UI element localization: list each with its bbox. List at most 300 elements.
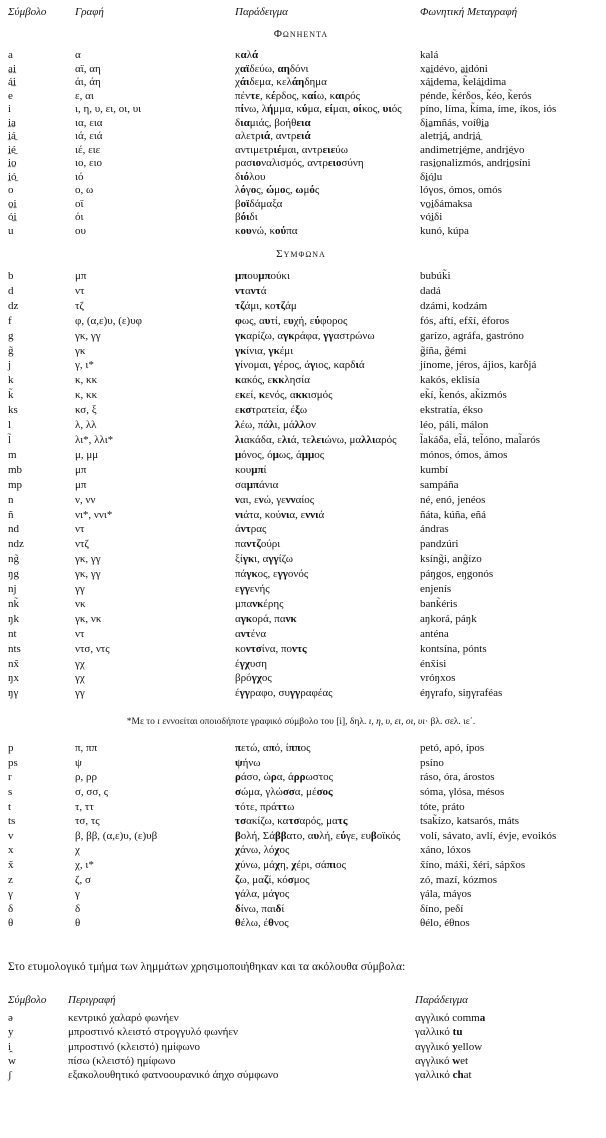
example-cell: γαλλικό tu bbox=[415, 1026, 463, 1039]
phonetic-cell: mónos, ómos, ámos bbox=[420, 448, 508, 461]
spelling-cell: γκ bbox=[75, 344, 86, 357]
symbol-cell: i̱o̱ bbox=[8, 157, 17, 169]
table-row bbox=[0, 130, 602, 144]
symbol-cell: a̱i̱ bbox=[8, 62, 16, 75]
spelling-cell: ν, νν bbox=[75, 493, 96, 506]
phonetic-cell: ñáta, kúña, eñá bbox=[420, 508, 486, 521]
table-row bbox=[0, 567, 602, 582]
spelling-cell: γχ bbox=[75, 657, 85, 670]
spelling-cell: π, ππ bbox=[75, 742, 98, 755]
symbol-cell: ks bbox=[8, 404, 18, 417]
phonetic-cell: θélo, éθnos bbox=[420, 917, 470, 930]
spelling-cell: χ, ι* bbox=[75, 859, 94, 872]
header-spelling: Γραφή bbox=[75, 6, 104, 18]
symbol-cell: i̯ bbox=[8, 1040, 12, 1053]
etymology-note: Στο ετυμολογικό τμήμα των λημμάτων χρησιμοποιήθηκαν και τα ακόλουθα σύμβολα: bbox=[8, 961, 406, 973]
table-row bbox=[0, 508, 602, 523]
example-cell: φως, αυτί, ευχή, εύφορος bbox=[235, 314, 348, 327]
spelling-cell: γ, ι* bbox=[75, 359, 94, 372]
header-example: Παράδειγμα bbox=[415, 994, 468, 1006]
table-row bbox=[0, 627, 602, 642]
table-row bbox=[0, 597, 602, 612]
phonetic-cell: píno, líma, k̃íma, íme, íkos, iós bbox=[420, 103, 557, 115]
phonetic-cell: aletri̱á̱, andri̱á̱ bbox=[420, 130, 481, 142]
table-row bbox=[0, 269, 602, 284]
table-row bbox=[0, 1054, 602, 1068]
table-row bbox=[0, 388, 602, 403]
example-cell: βοϊδάμαξα bbox=[235, 197, 283, 210]
spelling-cell: τζ bbox=[75, 299, 84, 312]
spelling-cell: ντσ, ντς bbox=[75, 642, 110, 655]
table-row bbox=[0, 741, 602, 756]
symbol-cell: z bbox=[8, 873, 13, 886]
symbol-cell: δ bbox=[8, 902, 14, 915]
symbol-cell: x bbox=[8, 844, 14, 857]
header-symbol: Σύμβολο bbox=[8, 994, 47, 1006]
phonetic-cell: kalá bbox=[420, 49, 439, 61]
example-cell: ράσο, ώρα, άρρωστος bbox=[235, 771, 333, 784]
vowels-table bbox=[0, 49, 602, 238]
table-row bbox=[0, 493, 602, 508]
example-cell: πέντε, κέρδος, καίω, καιρός bbox=[235, 89, 361, 102]
phonetic-cell: petó, apó, ípos bbox=[420, 742, 485, 755]
spelling-cell: νι*, ννι* bbox=[75, 508, 113, 521]
spelling-cell: σ, σσ, ς bbox=[75, 786, 109, 799]
phonetic-cell: pandzúri bbox=[420, 538, 459, 551]
spelling-cell: κ, κκ bbox=[75, 389, 98, 402]
phonetic-cell: éŋγrafo, siŋγraféas bbox=[420, 687, 503, 700]
symbol-cell: f bbox=[8, 314, 12, 327]
phonetic-cell: l̃akáδa, el̃á, tel̃óno, mal̃arós bbox=[420, 433, 541, 446]
spelling-cell: μ, μμ bbox=[75, 448, 99, 461]
table-row bbox=[0, 916, 602, 931]
phonetic-cell: γála, máγos bbox=[420, 888, 472, 901]
symbol-cell: m bbox=[8, 448, 17, 461]
symbol-cell: nj bbox=[8, 583, 17, 596]
spelling-cell: ιά, ειά bbox=[75, 130, 103, 142]
table-row bbox=[0, 448, 602, 463]
symbol-cell: á̱i̱ bbox=[8, 76, 16, 88]
symbol-cell: o bbox=[8, 184, 14, 196]
symbol-cell: ŋg bbox=[8, 568, 19, 581]
header-symbol: Σύμβολο bbox=[8, 6, 47, 18]
phonetic-cell: volí, sávato, avlí, évje, evoikós bbox=[420, 829, 557, 842]
table-row bbox=[0, 1068, 602, 1082]
symbol-cell: nt bbox=[8, 627, 17, 640]
symbol-cell: ŋγ bbox=[8, 687, 19, 700]
table-row bbox=[0, 642, 602, 657]
phonetic-cell: ksíng̃i, ang̃ízo bbox=[420, 553, 482, 566]
spelling-cell: τ, ττ bbox=[75, 800, 94, 813]
example-cell: μπανκέρης bbox=[235, 597, 284, 610]
phonetic-cell: ek̃í, k̃enós, ak̃izmós bbox=[420, 389, 507, 402]
example-cell: καλά bbox=[235, 49, 259, 61]
spelling-cell: αϊ, αη bbox=[75, 62, 101, 75]
example-cell: τότε, πράττω bbox=[235, 800, 295, 813]
example-cell: έγχυση bbox=[235, 657, 267, 670]
phonetic-cell: aŋkorá, páŋk bbox=[420, 612, 477, 625]
symbol-cell: i̱é̱ bbox=[8, 143, 16, 156]
example-cell: λόγος, ώμος, ωμός bbox=[235, 184, 320, 196]
table-row bbox=[0, 522, 602, 537]
example-cell: γκίνια, γκέμι bbox=[235, 344, 294, 357]
table-row bbox=[0, 144, 602, 158]
symbol-cell: nx̃ bbox=[8, 657, 19, 670]
example-cell: έγγραφο, συγγραφέας bbox=[235, 687, 333, 700]
phonetic-cell: bubúk̃i bbox=[420, 270, 451, 282]
spelling-cell: οϊ bbox=[75, 197, 84, 210]
symbol-cell: g̃ bbox=[8, 344, 14, 357]
table-row bbox=[0, 157, 602, 171]
example-cell: σώμα, γλώσσα, μέσος bbox=[235, 786, 333, 799]
example-cell: παντζούρι bbox=[235, 538, 281, 551]
symbol-cell: ts bbox=[8, 815, 16, 828]
symbol-cell: l̃ bbox=[8, 433, 12, 446]
spelling-cell: γγ bbox=[75, 583, 85, 596]
spelling-cell: β, ββ, (α,ε)υ, (ε)υβ bbox=[75, 829, 158, 842]
symbol-cell: a bbox=[8, 49, 13, 61]
table-row bbox=[0, 314, 602, 329]
symbol-cell: γ bbox=[8, 888, 13, 901]
table-row bbox=[0, 537, 602, 552]
example-cell: γκαρίζω, αγκράφα, γγαστρώνω bbox=[235, 329, 375, 342]
symbol-cell: nts bbox=[8, 642, 21, 655]
spelling-cell: όι bbox=[75, 211, 84, 223]
phonetic-cell: tóte, práto bbox=[420, 800, 465, 813]
description-cell: πίσω (κλειστό) ημίφωνο bbox=[68, 1054, 176, 1067]
example-cell: βρόγχος bbox=[235, 672, 272, 685]
consonants-table bbox=[0, 269, 602, 701]
example-cell: χαϊδεύω, αηδόνι bbox=[235, 62, 309, 75]
table-row bbox=[0, 49, 602, 63]
table-row bbox=[0, 686, 602, 701]
symbol-cell: i̱ó̱ bbox=[8, 170, 17, 183]
example-cell: αγγλικό wet bbox=[415, 1054, 469, 1067]
example-cell: κοντσίνα, ποντς bbox=[235, 642, 307, 655]
spelling-cell: ιέ, ειε bbox=[75, 143, 101, 156]
symbols-table bbox=[0, 1011, 602, 1082]
spelling-cell: ζ, σ bbox=[75, 873, 91, 886]
example-cell: άντρας bbox=[235, 523, 267, 536]
spelling-cell: ο, ω bbox=[75, 184, 94, 196]
example-cell: ρασιοναλισμός, αντρειοσύνη bbox=[235, 157, 364, 169]
example-cell: πάγκος, εγγονός bbox=[235, 568, 309, 581]
spelling-cell: ου bbox=[75, 224, 86, 237]
phonetic-cell: xa̱i̱dévo, a̱i̱dóni bbox=[420, 62, 488, 75]
symbol-cell: θ bbox=[8, 917, 14, 930]
table-row bbox=[0, 756, 602, 771]
description-cell: εξακολουθητικό φατνοουρανικό άηχο σύμφωνο bbox=[68, 1069, 279, 1082]
table-row bbox=[0, 552, 602, 567]
example-cell: πετώ, από, ίππος bbox=[235, 742, 311, 755]
phonetic-cell: g̃íña, g̃émi bbox=[420, 344, 467, 357]
spelling-cell: γ bbox=[75, 888, 80, 901]
symbol-cell: g bbox=[8, 329, 14, 342]
phonetic-cell: kontsína, pónts bbox=[420, 642, 487, 655]
table-row bbox=[0, 814, 602, 829]
symbols-table-header bbox=[0, 993, 602, 1007]
description-cell: μπροστινό (κλειστό) ημίφωνο bbox=[68, 1040, 201, 1053]
example-cell: σαμπάνια bbox=[235, 478, 279, 491]
example-cell: χάνω, λόχος bbox=[235, 844, 290, 857]
example-cell: νταντά bbox=[235, 284, 267, 297]
symbol-cell: ndz bbox=[8, 538, 24, 551]
symbol-cell: s bbox=[8, 786, 13, 799]
phonetic-cell: vo̱i̱δámaksa bbox=[420, 197, 473, 210]
description-cell: κεντρικό χαλαρό φωνήεν bbox=[68, 1012, 179, 1025]
symbol-cell: nk̃ bbox=[8, 597, 19, 610]
spelling-cell: κ, κκ bbox=[75, 374, 98, 387]
table-row bbox=[0, 284, 602, 299]
spelling-cell: ιο, ειο bbox=[75, 157, 103, 169]
phonetic-cell: δi̱ó̱lu bbox=[420, 170, 443, 183]
phonetic-cell: né, enó, jenéos bbox=[420, 493, 486, 506]
example-cell: τζάμι, κοτζάμ bbox=[235, 299, 297, 312]
table-row bbox=[0, 463, 602, 478]
table-row bbox=[0, 103, 602, 117]
phonetic-cell: anténa bbox=[420, 627, 449, 640]
symbol-cell: v bbox=[8, 829, 14, 842]
table-row bbox=[0, 671, 602, 686]
phonetic-cell: léo, páli, málon bbox=[420, 419, 489, 432]
phonetic-cell: kakós, eklisía bbox=[420, 374, 480, 387]
phonetic-cell: sampáña bbox=[420, 478, 459, 491]
example-cell: λιακάδα, ελιά, τελειώνω, μαλλιαρός bbox=[235, 433, 397, 446]
table-row bbox=[0, 358, 602, 373]
section-title-consonants: Συμφωνα bbox=[276, 248, 326, 260]
phonetic-cell: jínome, jéros, ájios, karδjá bbox=[420, 359, 537, 372]
example-cell: κουνώ, κούπα bbox=[235, 224, 298, 237]
table-row bbox=[0, 887, 602, 902]
phonetic-cell: garízo, agráfa, gastróno bbox=[420, 329, 524, 342]
spelling-cell: ψ bbox=[75, 756, 82, 769]
phonetic-cell: δíno, peδí bbox=[420, 902, 464, 915]
spelling-cell: γκ, γγ bbox=[75, 568, 101, 581]
phonetic-cell: x̃íno, máx̃i, x̃éri, sápx̃os bbox=[420, 859, 526, 872]
table-row bbox=[0, 1040, 602, 1054]
table-row bbox=[0, 299, 602, 314]
phonetic-cell: kunó, kúpa bbox=[420, 224, 469, 237]
example-cell: διαμιάς, βοήθεια bbox=[235, 116, 311, 129]
symbol-cell: ŋk bbox=[8, 612, 19, 625]
spelling-cell: μπ bbox=[75, 478, 87, 491]
spelling-cell: νκ bbox=[75, 597, 86, 610]
symbol-cell: d bbox=[8, 284, 14, 297]
symbol-cell: y bbox=[8, 1026, 14, 1039]
phonetic-cell: xá̱i̱dema, k̃elá̱i̱dima bbox=[420, 76, 507, 88]
phonetic-cell: dadá bbox=[420, 284, 441, 297]
phonetic-cell: xáno, lóxos bbox=[420, 844, 471, 857]
example-cell: βολή, Σάββατο, αυλή, εύγε, ευβοϊκός bbox=[235, 829, 401, 842]
spelling-cell: ια, εια bbox=[75, 116, 103, 129]
example-cell: κουμπί bbox=[235, 463, 267, 476]
symbol-cell: n bbox=[8, 493, 14, 506]
example-cell: βόιδι bbox=[235, 211, 258, 223]
table-row bbox=[0, 90, 602, 104]
table-row bbox=[0, 329, 602, 344]
spelling-cell: μπ bbox=[75, 463, 87, 476]
phonetic-cell: tsak̃ízo, katsarós, máts bbox=[420, 815, 519, 828]
symbol-cell: w bbox=[8, 1054, 16, 1067]
symbol-cell: k bbox=[8, 374, 14, 387]
spelling-cell: γγ bbox=[75, 687, 85, 700]
phonetic-cell: bank̃éris bbox=[420, 597, 458, 610]
symbol-cell: ŋx bbox=[8, 672, 19, 685]
example-cell: νιάτα, κούνια, εννιά bbox=[235, 508, 325, 521]
iota-footnote: *Με το ι εννοείται οποιοδήποτε γραφικό σύμβολο του [i], δηλ. ι, η, υ, ει, οι, υι· βλ. σελ. ιε΄. bbox=[126, 717, 476, 728]
spelling-cell: γκ, γγ bbox=[75, 553, 101, 566]
symbol-cell: e bbox=[8, 89, 13, 102]
symbol-cell: p bbox=[8, 742, 14, 755]
spelling-cell: μπ bbox=[75, 270, 87, 282]
spelling-cell: ε, αι bbox=[75, 89, 94, 102]
table-row bbox=[0, 403, 602, 418]
spelling-cell: ρ, ρρ bbox=[75, 771, 97, 784]
symbol-cell: i bbox=[8, 103, 12, 115]
table-row bbox=[0, 582, 602, 597]
example-cell: ψήνω bbox=[235, 756, 261, 769]
table-row bbox=[0, 770, 602, 785]
table-row bbox=[0, 433, 602, 448]
phonetic-cell: enjenís bbox=[420, 583, 452, 596]
example-cell: γαλλικό chat bbox=[415, 1069, 472, 1082]
example-cell: χύνω, μάχη, χέρι, σάπιος bbox=[235, 859, 346, 872]
phonetic-cell: lóγos, ómos, omós bbox=[420, 184, 502, 196]
phonetic-cell: énx̃isi bbox=[420, 657, 447, 670]
example-cell: μπουμπούκι bbox=[235, 270, 290, 282]
example-cell: ζω, μαζί, κόσμος bbox=[235, 873, 310, 886]
table-row bbox=[0, 843, 602, 858]
spelling-cell: ντ bbox=[75, 284, 85, 297]
table-row bbox=[0, 657, 602, 672]
header-example: Παράδειγμα bbox=[235, 6, 288, 18]
example-cell: τσακίζω, κατσαρός, ματς bbox=[235, 815, 348, 828]
consonants-table-continued bbox=[0, 741, 602, 931]
spelling-cell: θ bbox=[75, 917, 81, 930]
table-row bbox=[0, 478, 602, 493]
table-row bbox=[0, 612, 602, 627]
phonetic-cell: ándras bbox=[420, 523, 449, 536]
example-cell: αντιμετριέμαι, αντρειεύω bbox=[235, 143, 348, 156]
table-row bbox=[0, 902, 602, 917]
symbol-cell: x̃ bbox=[8, 859, 14, 872]
example-cell: γάλα, μάγος bbox=[235, 888, 290, 901]
table-row bbox=[0, 63, 602, 77]
phonetic-cell: páŋgos, eŋgonós bbox=[420, 568, 494, 581]
symbol-cell: i̱a̱ bbox=[8, 116, 16, 129]
symbol-cell: ñ bbox=[8, 508, 14, 521]
table-row bbox=[0, 1025, 602, 1039]
example-cell: διόλου bbox=[235, 170, 266, 183]
symbol-cell: k̃ bbox=[8, 389, 14, 402]
table-row bbox=[0, 117, 602, 131]
phonetic-cell: vó̱i̱δi bbox=[420, 211, 443, 223]
symbol-cell: l bbox=[8, 419, 12, 432]
example-cell: αγγλικό comma bbox=[415, 1012, 486, 1025]
symbol-cell: ə bbox=[8, 1012, 13, 1025]
symbol-cell: ps bbox=[8, 756, 18, 769]
table-row bbox=[0, 873, 602, 888]
spelling-cell: άι, άη bbox=[75, 76, 101, 88]
spelling-cell: γκ, γγ bbox=[75, 329, 101, 342]
example-cell: αγγλικό yellow bbox=[415, 1040, 483, 1053]
example-cell: αλετριά, αντρειά bbox=[235, 130, 311, 142]
example-cell: γίνομαι, γέρος, άγιος, καρδιά bbox=[235, 359, 365, 372]
example-cell: κακός, εκκλησία bbox=[235, 374, 311, 387]
table-row bbox=[0, 858, 602, 873]
phonetic-cell: andimetri̱é̱me, andri̱é̱vo bbox=[420, 143, 525, 156]
spelling-cell: δ bbox=[75, 902, 81, 915]
phonetic-cell: zó, mazí, kózmos bbox=[420, 873, 497, 886]
example-cell: εκστρατεία, έξω bbox=[235, 404, 308, 417]
symbol-cell: ng̃ bbox=[8, 553, 19, 566]
symbol-cell: o̱i̱ bbox=[8, 197, 17, 210]
example-cell: εκεί, κενός, ακκισμός bbox=[235, 389, 333, 402]
phonetic-cell: kumbí bbox=[420, 463, 449, 476]
symbol-cell: ó̱i̱ bbox=[8, 211, 17, 223]
spelling-cell: χ bbox=[75, 844, 80, 857]
spelling-cell: ντ bbox=[75, 523, 85, 536]
phonetic-cell: vróŋxos bbox=[420, 672, 456, 685]
symbol-cell: t bbox=[8, 800, 12, 813]
table-row bbox=[0, 344, 602, 359]
table-row bbox=[0, 184, 602, 198]
table-row bbox=[0, 76, 602, 90]
spelling-cell: ι, η, υ, ει, οι, υι bbox=[75, 103, 142, 115]
phonetic-cell: ekstratía, ékso bbox=[420, 404, 483, 417]
symbol-cell: b bbox=[8, 270, 14, 282]
symbol-cell: dz bbox=[8, 299, 19, 312]
example-cell: αγκορά, πανκ bbox=[235, 612, 297, 625]
example-cell: λέω, πάλι, μάλλον bbox=[235, 419, 316, 432]
example-cell: εγγενής bbox=[235, 583, 270, 596]
symbol-cell: mb bbox=[8, 463, 23, 476]
section-title-vowels: Φωνηεντα bbox=[273, 28, 329, 40]
phonetic-cell: dzámi, kodzám bbox=[420, 299, 488, 312]
header-description: Περιγραφή bbox=[68, 994, 116, 1006]
spelling-cell: ντζ bbox=[75, 538, 89, 551]
spelling-cell: γχ bbox=[75, 672, 85, 685]
table-row bbox=[0, 211, 602, 225]
example-cell: ξίγκι, αγγίζω bbox=[235, 553, 294, 566]
symbol-cell: i̱á̱ bbox=[8, 130, 16, 142]
spelling-cell: γκ, νκ bbox=[75, 612, 102, 625]
spelling-cell: κσ, ξ bbox=[75, 404, 97, 417]
example-cell: αντένα bbox=[235, 627, 267, 640]
spelling-cell: ντ bbox=[75, 627, 85, 640]
example-cell: θέλω, έθνος bbox=[235, 917, 289, 930]
phonetic-cell: psíno bbox=[420, 756, 444, 769]
example-cell: μόνος, όμως, άμμος bbox=[235, 448, 325, 461]
spelling-cell: λ, λλ bbox=[75, 419, 97, 432]
spelling-cell: φ, (α,ε)υ, (ε)υφ bbox=[75, 314, 142, 327]
table-row bbox=[0, 829, 602, 844]
spelling-cell: λι*, λλι* bbox=[75, 433, 114, 446]
example-cell: χάιδεμα, κελάηδημα bbox=[235, 76, 327, 88]
symbol-cell: r bbox=[8, 771, 12, 784]
phonetic-cell: ráso, óra, árostos bbox=[420, 771, 495, 784]
example-cell: πίνω, λήμμα, κύμα, είμαι, οίκος, υιός bbox=[235, 103, 402, 115]
table-header bbox=[0, 6, 602, 18]
example-cell: ναι, ενώ, γενναίος bbox=[235, 493, 315, 506]
table-row bbox=[0, 225, 602, 239]
symbol-cell: ʃ bbox=[8, 1069, 12, 1082]
table-row bbox=[0, 785, 602, 800]
table-row bbox=[0, 198, 602, 212]
spelling-cell: τσ, τς bbox=[75, 815, 100, 828]
spelling-cell: α bbox=[75, 49, 81, 61]
table-row bbox=[0, 373, 602, 388]
